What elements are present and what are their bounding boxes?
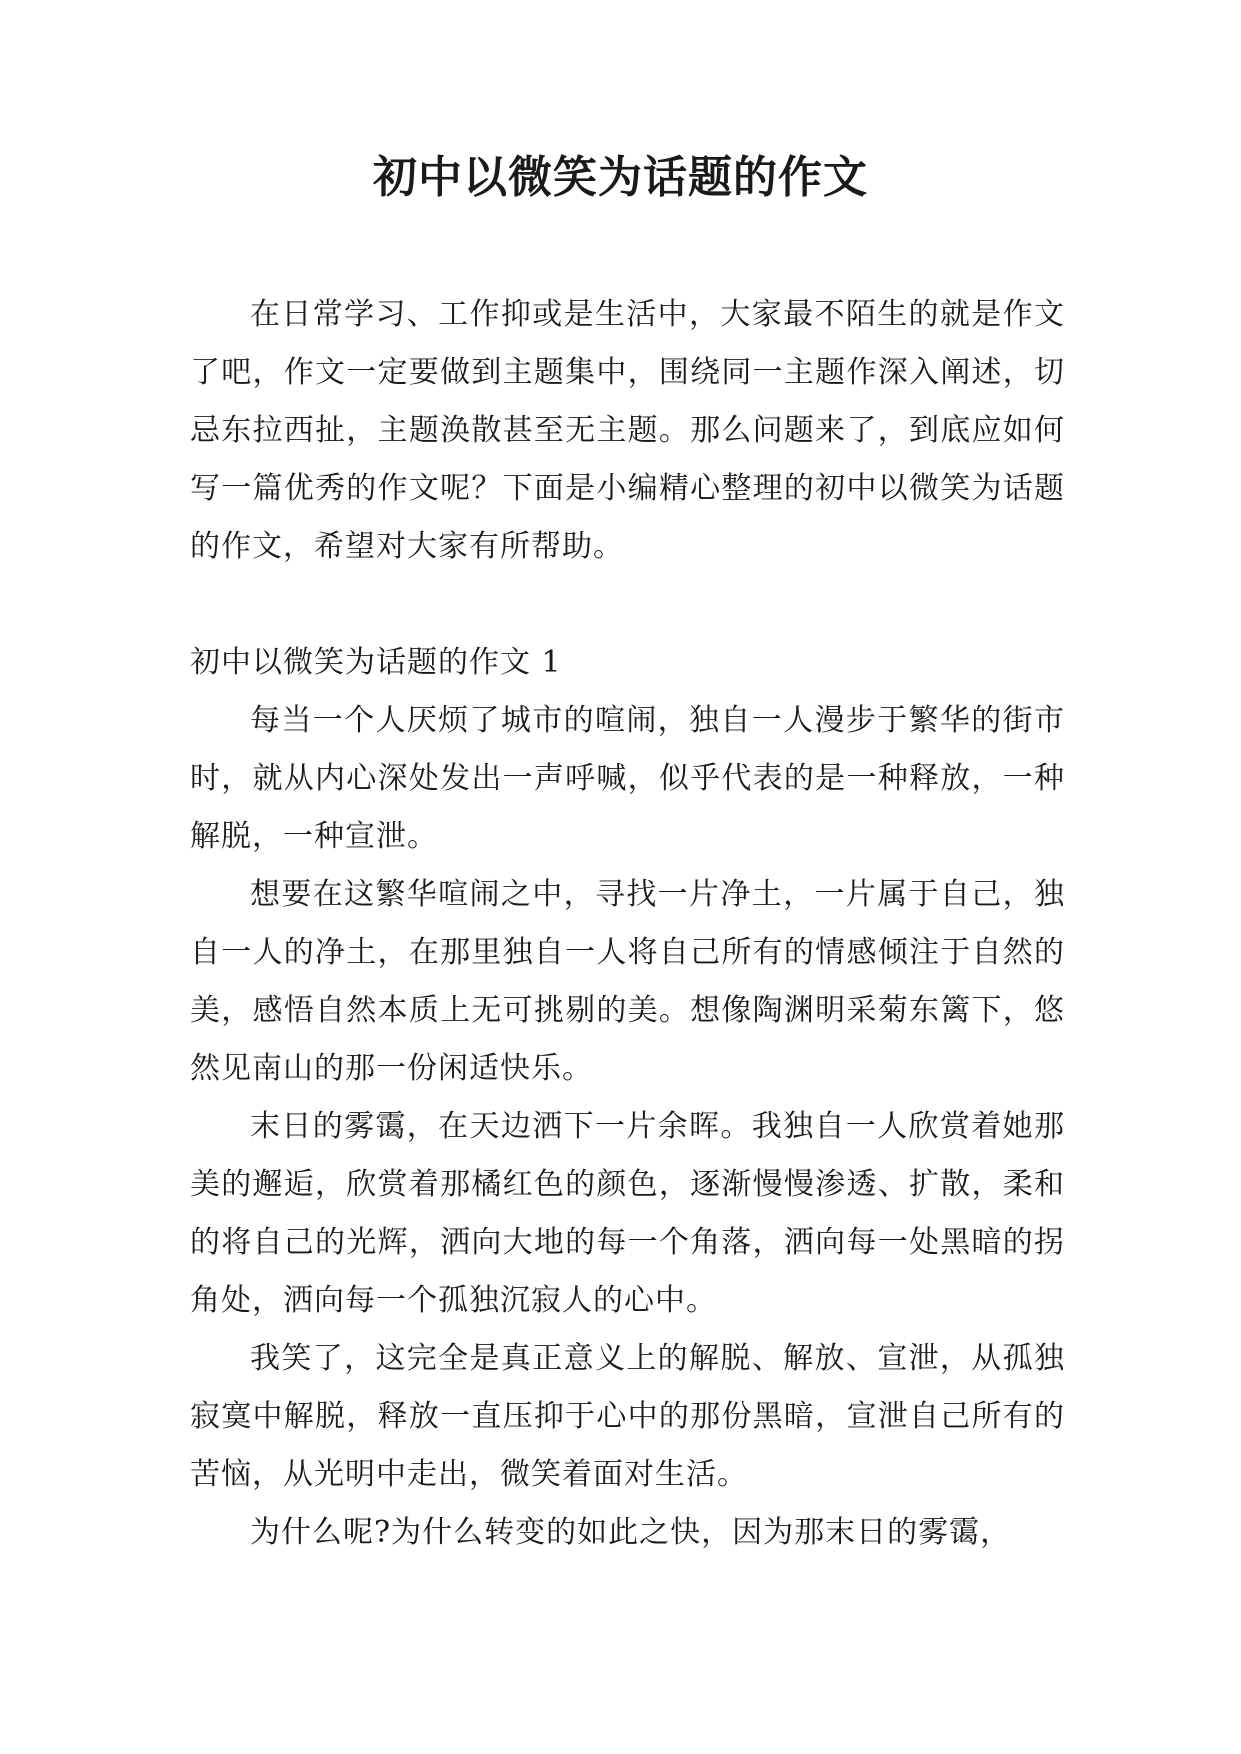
- body-paragraph-3: 末日的雾霭，在天边洒下一片余晖。我独自一人欣赏着她那美的邂逅，欣赏着那橘红色的颜色，逐渐慢慢渗透、扩散，柔和的将自己的光辉，洒向大地的每一个角落，洒向每一处黑暗的拐角处，洒向每一个孤独沉寂人的心中。: [190, 1109, 1065, 1318]
- body-paragraph-2: 想要在这繁华喧闹之中，寻找一片净土，一片属于自己，独自一人的净土，在那里独自一人将自己所有的情感倾注于自然的美，感悟自然本质上无可挑剔的美。想像陶渊明采菊东篱下，悠然见南山的那一份闲适快乐。: [190, 877, 1065, 1086]
- intro-paragraph: 在日常学习、工作抑或是生活中，大家最不陌生的就是作文了吧，作文一定要做到主题集中，围绕同一主题作深入阐述，切忌东拉西扯，主题涣散甚至无主题。那么问题来了，到底应如何写一篇优秀的作文呢？下面是小编精心整理的初中以微笑为话题的作文，希望对大家有所帮助。: [190, 297, 1065, 564]
- body-paragraph-4: 我笑了，这完全是真正意义上的解脱、解放、宣泄，从孤独寂寞中解脱，释放一直压抑于心中的那份黑暗，宣泄自己所有的苦恼，从光明中走出，微笑着面对生活。: [190, 1341, 1065, 1492]
- document-title: 初中以微笑为话题的作文: [373, 152, 868, 203]
- body-paragraph-5: 为什么呢?为什么转变的如此之快，因为那末日的雾霭，: [250, 1515, 1012, 1550]
- document-body: [190, 286, 1065, 1562]
- body-paragraph-1: 每当一个人厌烦了城市的喧闹，独自一人漫步于繁华的街市时，就从内心深处发出一声呼喊，似乎代表的是一种释放，一种解脱，一种宣泄。: [190, 703, 1065, 854]
- section-heading: 初中以微笑为话题的作文 1: [190, 645, 562, 680]
